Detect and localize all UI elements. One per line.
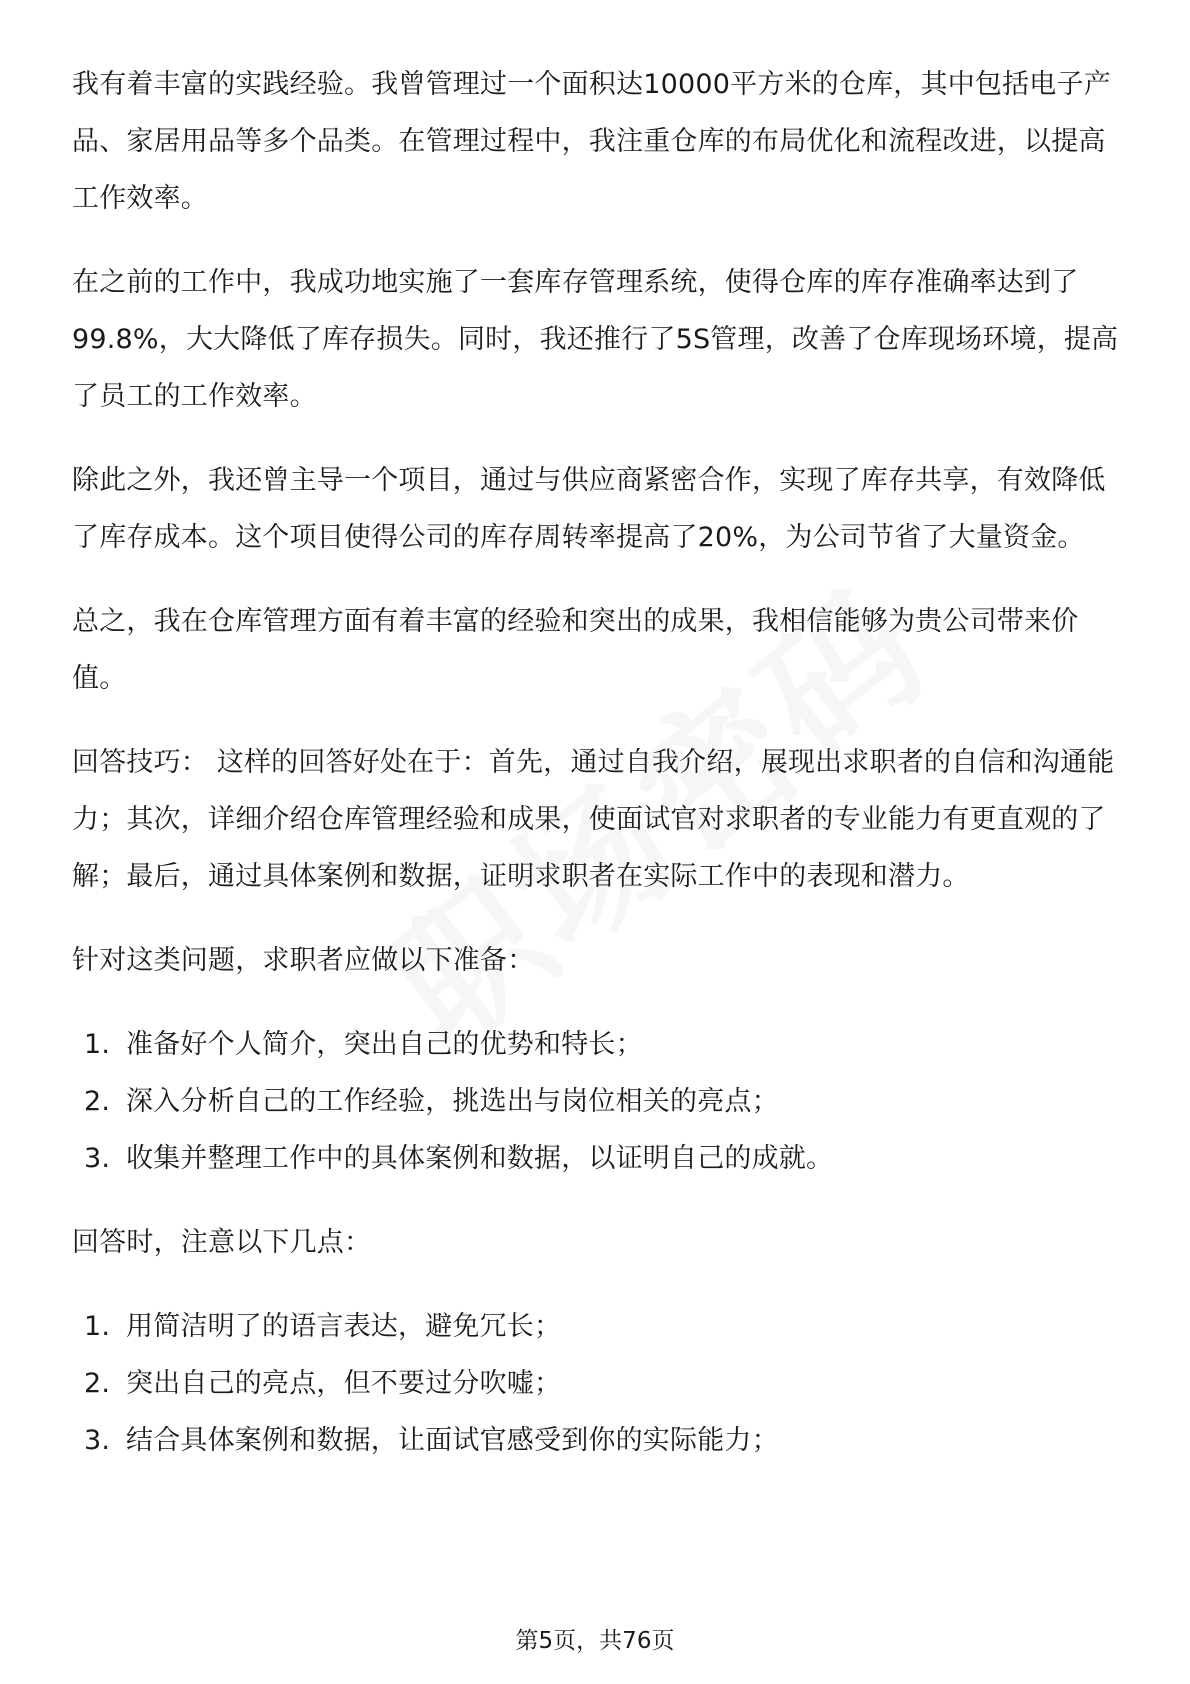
list-text: 结合具体案例和数据，让面试官感受到你的实际能力； bbox=[126, 1425, 779, 1456]
list-text: 突出自己的亮点，但不要过分吹嘘； bbox=[126, 1368, 562, 1399]
list-item bbox=[72, 1073, 1120, 1130]
list-text: 深入分析自己的工作经验，挑选出与岗位相关的亮点； bbox=[126, 1086, 779, 1117]
list-item bbox=[72, 1016, 1120, 1073]
preparation-list bbox=[72, 1016, 1120, 1187]
list-number: 2. bbox=[84, 1086, 111, 1117]
list-text: 用简洁明了的语言表达，避免冗长； bbox=[126, 1311, 562, 1342]
paragraph-project: 除此之外，我还曾主导一个项目，通过与供应商紧密合作，实现了库存共享，有效降低了库存成本。这个项目使得公司的库存周转率提高了20%，为公司节省了大量资金。 bbox=[72, 465, 1106, 553]
paragraph-inventory-system: 在之前的工作中，我成功地实施了一套库存管理系统，使得仓库的库存准确率达到了99.8%，大大降低了库存损失。同时，我还推行了5S管理，改善了仓库现场环境，提高了员工的工作效率。 bbox=[72, 267, 1119, 412]
list-text: 收集并整理工作中的具体案例和数据，以证明自己的成就。 bbox=[126, 1143, 834, 1174]
list-item bbox=[72, 1298, 1120, 1355]
paragraph-attention-intro: 回答时，注意以下几点： bbox=[72, 1227, 372, 1258]
list-number: 1. bbox=[84, 1311, 111, 1342]
list-item bbox=[72, 1355, 1120, 1412]
document-body bbox=[72, 56, 1120, 1496]
list-number: 1. bbox=[84, 1029, 111, 1060]
list-text: 准备好个人简介，突出自己的优势和特长； bbox=[126, 1029, 643, 1060]
paragraph-answer-tips: 回答技巧： 这样的回答好处在于：首先，通过自我介绍，展现出求职者的自信和沟通能力；其次，详细介绍仓库管理经验和成果，使面试官对求职者的专业能力有更直观的了解；最后，通过具体案例和数据，证明求职者在实际工作中的表现和潜力。 bbox=[72, 747, 1115, 892]
page-footer: 第5页，共76页 bbox=[515, 1628, 675, 1654]
paragraph-preparation-intro: 针对这类问题，求职者应做以下准备： bbox=[72, 945, 535, 976]
paragraph-summary: 总之，我在仓库管理方面有着丰富的经验和突出的成果，我相信能够为贵公司带来价值。 bbox=[72, 606, 1079, 694]
list-number: 3. bbox=[84, 1143, 111, 1174]
list-item bbox=[72, 1412, 1120, 1469]
paragraph-experience: 我有着丰富的实践经验。我曾管理过一个面积达10000平方米的仓库，其中包括电子产品、家居用品等多个品类。在管理过程中，我注重仓库的布局优化和流程改进，以提高工作效率。 bbox=[72, 69, 1111, 214]
attention-list bbox=[72, 1298, 1120, 1469]
list-number: 2. bbox=[84, 1368, 111, 1399]
list-number: 3. bbox=[84, 1425, 111, 1456]
list-item bbox=[72, 1130, 1120, 1187]
